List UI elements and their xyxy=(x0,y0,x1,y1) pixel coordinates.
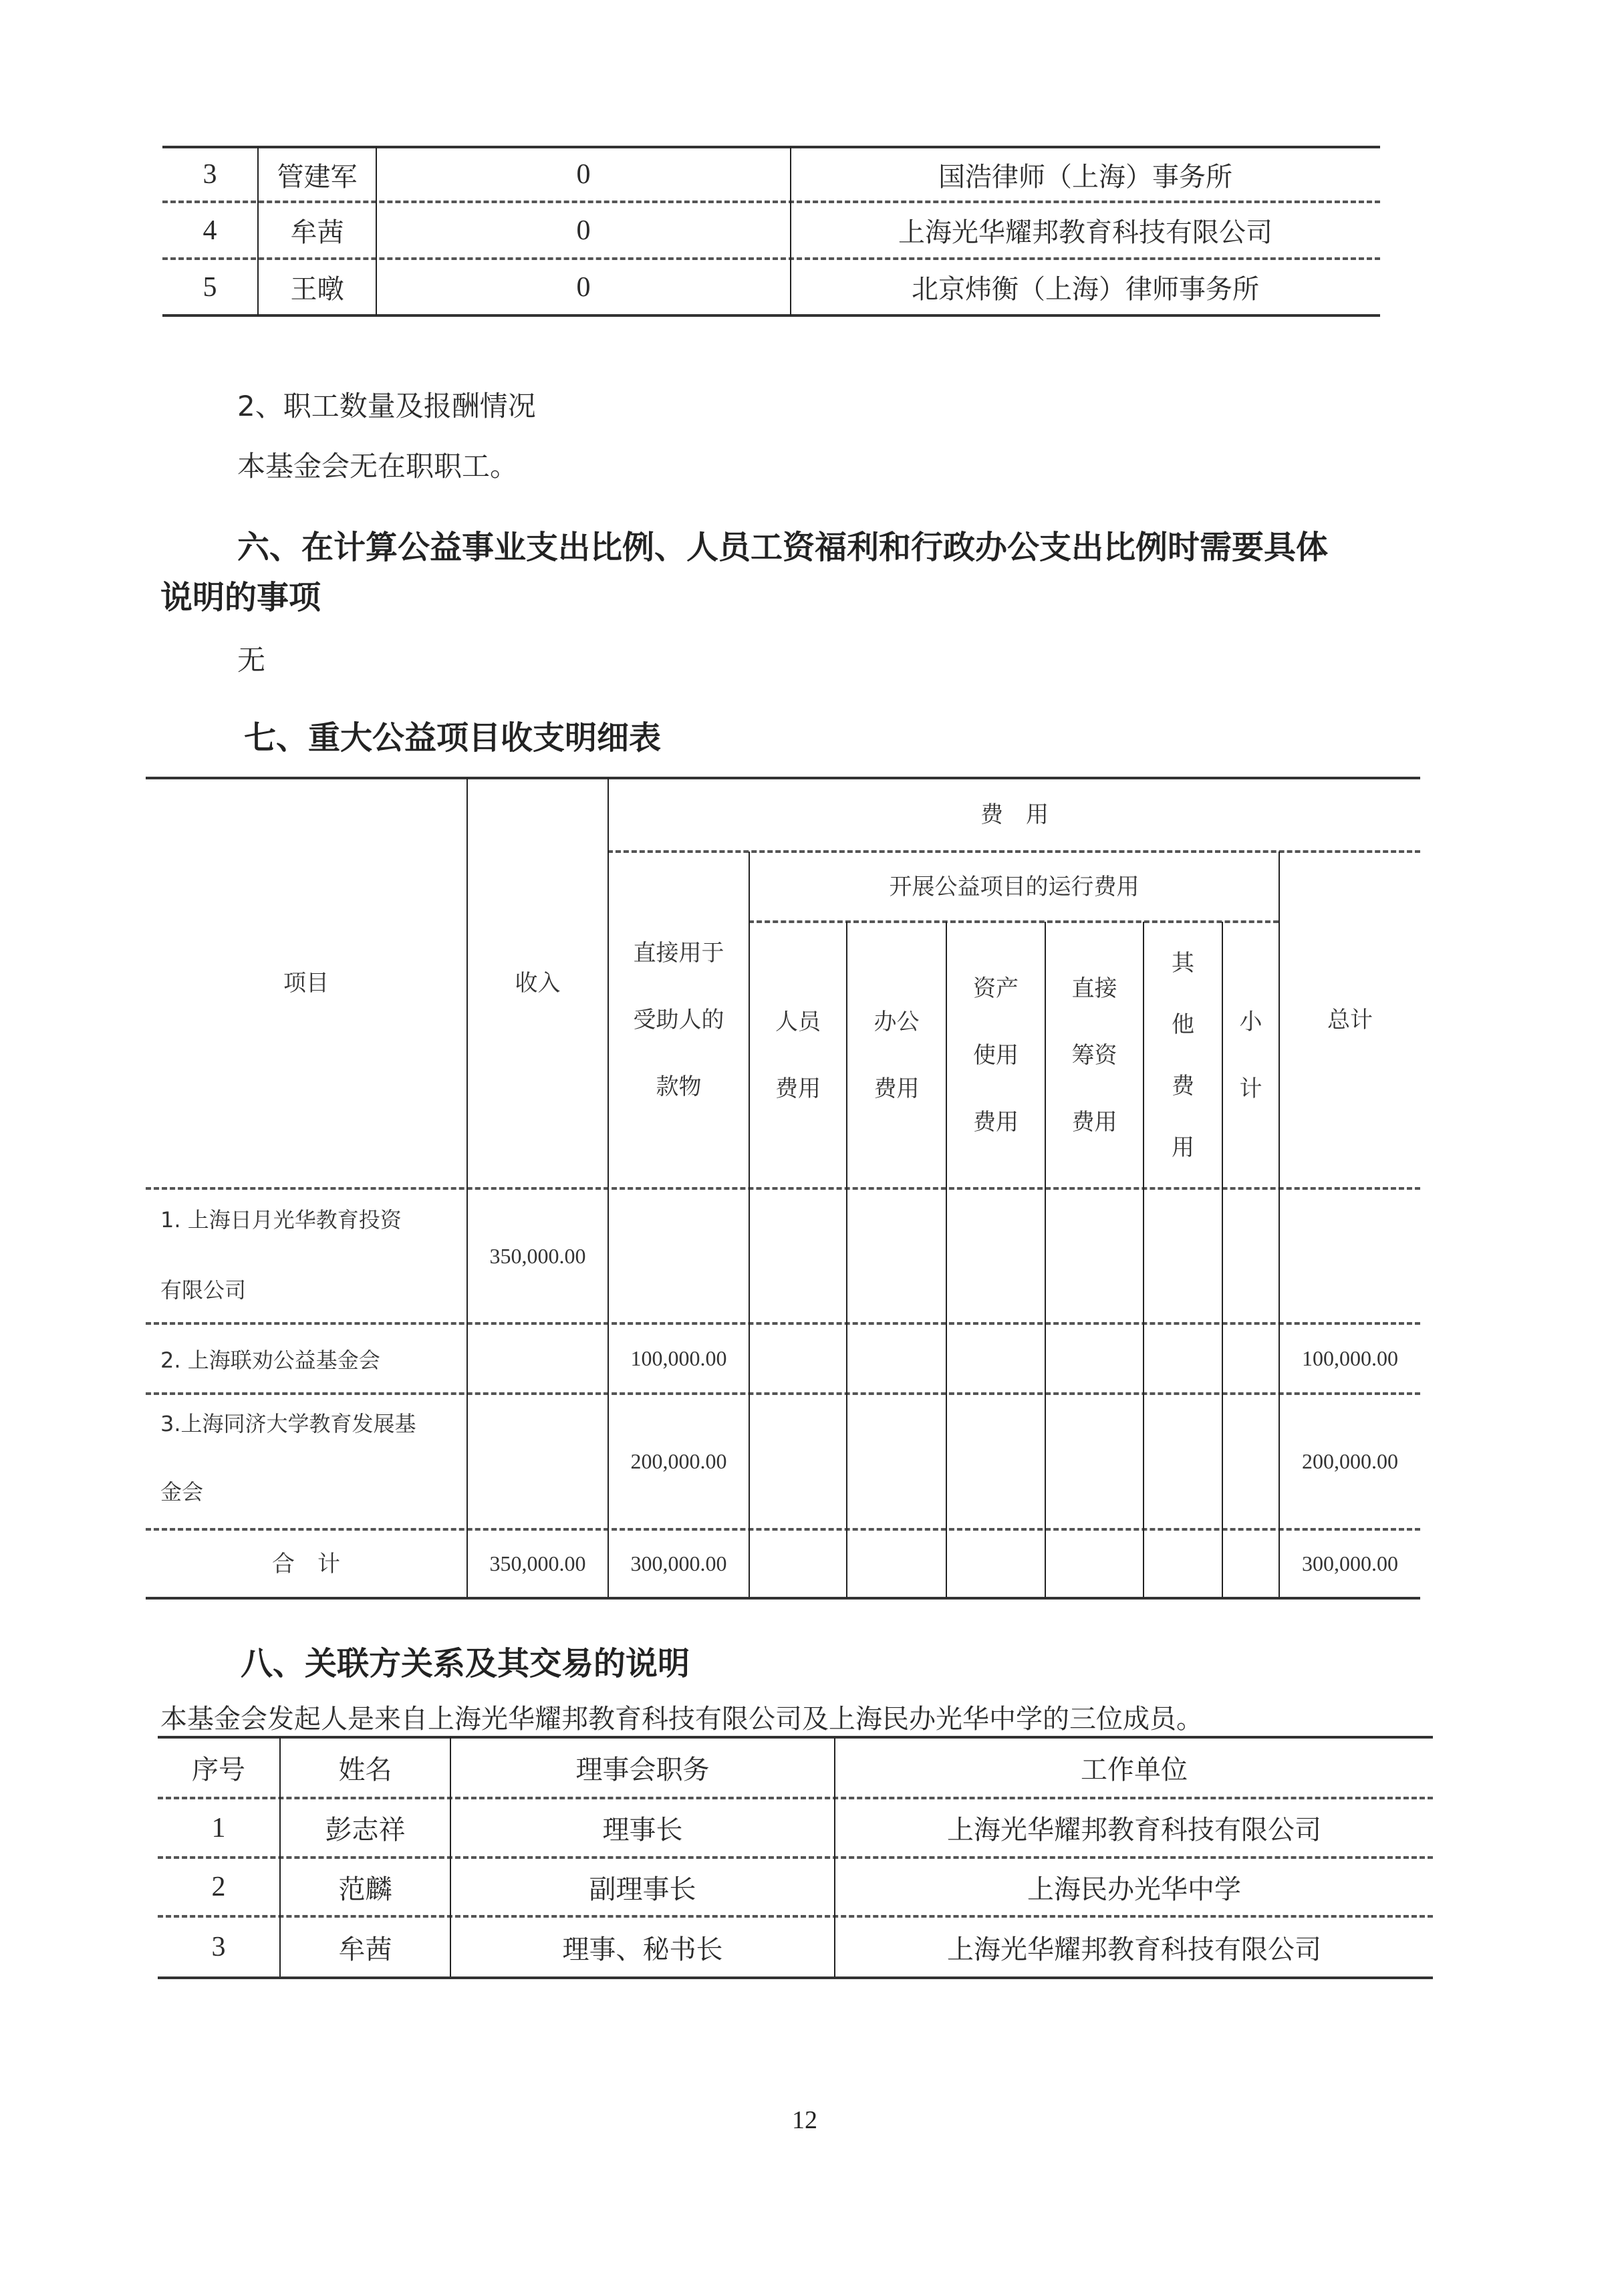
staff-text: 本基金会无在职职工。 xyxy=(237,450,519,483)
row-item: 2. 上海联劝公益基金会 xyxy=(160,1348,380,1373)
header-text: 直接 xyxy=(1071,975,1117,1002)
header-fundraising-costs xyxy=(1046,923,1143,1187)
header-total: 总计 xyxy=(1327,1007,1373,1033)
member-name: 王暾 xyxy=(290,274,344,305)
member-org: 国浩律师（上海）事务所 xyxy=(938,161,1232,193)
row-total: 100,000.00 xyxy=(1302,1346,1398,1370)
party-no: 2 xyxy=(211,1872,226,1902)
page-number: 12 xyxy=(792,2106,817,2134)
row-divider xyxy=(146,1392,1420,1395)
header-name: 姓名 xyxy=(338,1755,392,1785)
header-other-costs xyxy=(1144,923,1222,1187)
sum-direct: 300,000.00 xyxy=(630,1551,727,1575)
row-total: 200,000.00 xyxy=(1302,1449,1398,1473)
header-text: 费用 xyxy=(973,1108,1019,1136)
header-text: 费用 xyxy=(775,1075,821,1102)
section-6-text: 无 xyxy=(237,644,266,676)
header-text: 计 xyxy=(1239,1075,1262,1102)
header-staff-costs xyxy=(750,923,846,1187)
header-employer: 工作单位 xyxy=(1081,1755,1188,1785)
header-text: 他 xyxy=(1172,1011,1194,1038)
member-no: 3 xyxy=(203,159,217,190)
row-item: 1. 上海日月光华教育投资 xyxy=(160,1207,402,1233)
member-amount: 0 xyxy=(576,271,591,303)
header-text: 费用 xyxy=(1071,1108,1117,1136)
party-name: 彭志祥 xyxy=(325,1815,406,1845)
header-text: 款物 xyxy=(656,1073,702,1100)
row-item-cont: 有限公司 xyxy=(160,1277,247,1303)
section-7-heading: 七、重大公益项目收支明细表 xyxy=(244,719,662,757)
header-expenses: 费 用 xyxy=(980,801,1049,828)
party-org: 上海光华耀邦教育科技有限公司 xyxy=(947,1934,1321,1965)
row-item-cont: 金会 xyxy=(160,1479,204,1505)
member-org: 上海光华耀邦教育科技有限公司 xyxy=(898,217,1272,248)
table-bottom-rule xyxy=(162,314,1380,317)
header-subtotal xyxy=(1223,923,1279,1187)
party-no: 3 xyxy=(211,1932,226,1962)
party-role: 副理事长 xyxy=(589,1874,696,1905)
row-item: 3.上海同济大学教育发展基 xyxy=(160,1411,416,1436)
header-item: 项目 xyxy=(283,970,329,997)
header-text: 人员 xyxy=(775,1008,821,1035)
table-bottom-rule xyxy=(158,1976,1433,1979)
header-board-role: 理事会职务 xyxy=(575,1755,710,1785)
header-text: 使用 xyxy=(973,1041,1019,1069)
section-8-text: 本基金会发起人是来自上海光华耀邦教育科技有限公司及上海民办光华中学的三位成员。 xyxy=(160,1704,1203,1735)
header-text: 直接用于 xyxy=(633,940,724,967)
header-text: 费 xyxy=(1172,1072,1194,1100)
sum-total: 300,000.00 xyxy=(1302,1551,1398,1575)
member-name: 牟茜 xyxy=(290,217,344,248)
header-text: 费用 xyxy=(874,1075,920,1102)
header-text: 办公 xyxy=(874,1008,920,1035)
row-divider xyxy=(146,1322,1420,1325)
section-8-heading: 八、关联方关系及其交易的说明 xyxy=(241,1645,690,1682)
header-text: 受助人的 xyxy=(633,1007,724,1033)
party-org: 上海光华耀邦教育科技有限公司 xyxy=(947,1815,1321,1845)
header-text: 用 xyxy=(1172,1134,1194,1161)
header-office-costs xyxy=(847,923,946,1187)
row-income: 350,000.00 xyxy=(489,1243,586,1268)
header-text: 小 xyxy=(1239,1008,1262,1035)
member-no: 4 xyxy=(203,215,217,246)
party-org: 上海民办光华中学 xyxy=(1027,1874,1241,1905)
header-no: 序号 xyxy=(192,1755,245,1785)
member-org: 北京炜衡（上海）律师事务所 xyxy=(912,274,1259,305)
member-name: 管建军 xyxy=(277,161,358,193)
member-amount: 0 xyxy=(576,215,591,246)
header-direct-to-beneficiaries xyxy=(609,853,749,1187)
section-6-heading-cont: 说明的事项 xyxy=(160,579,321,616)
header-text: 筹资 xyxy=(1071,1041,1117,1069)
member-amount: 0 xyxy=(576,159,591,190)
section-6-heading: 六、在计算公益事业支出比例、人员工资福利和行政办公支出比例时需要具体 xyxy=(237,529,1329,566)
party-name: 牟茜 xyxy=(338,1934,392,1965)
party-role: 理事长 xyxy=(602,1815,683,1845)
staff-subtitle: 2、职工数量及报酬情况 xyxy=(237,390,536,422)
header-operating-costs: 开展公益项目的运行费用 xyxy=(889,873,1139,900)
header-text: 资产 xyxy=(973,975,1019,1002)
header-text: 其 xyxy=(1172,949,1194,977)
row-direct: 200,000.00 xyxy=(630,1449,727,1473)
member-no: 5 xyxy=(203,271,217,303)
party-no: 1 xyxy=(211,1812,226,1843)
sum-income: 350,000.00 xyxy=(489,1551,586,1575)
row-direct: 100,000.00 xyxy=(630,1346,727,1370)
header-income: 收入 xyxy=(515,970,561,997)
party-name: 范麟 xyxy=(338,1874,392,1905)
party-role: 理事、秘书长 xyxy=(562,1934,723,1965)
table-bottom-rule xyxy=(146,1597,1420,1600)
sum-label: 合 计 xyxy=(272,1550,340,1577)
row-divider xyxy=(146,1187,1420,1190)
header-asset-use-costs xyxy=(947,923,1045,1187)
